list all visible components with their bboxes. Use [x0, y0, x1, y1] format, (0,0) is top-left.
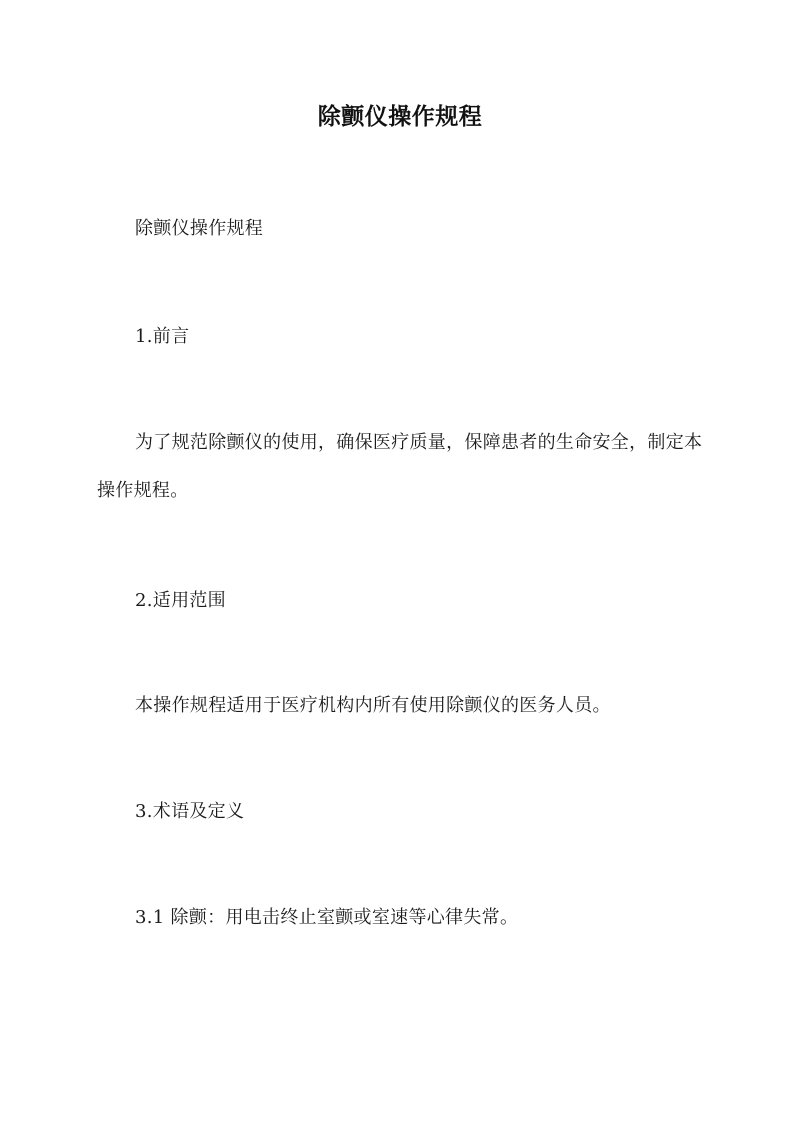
paragraph-subtitle: 除颤仪操作规程 — [135, 218, 264, 239]
document-title: 除颤仪操作规程 — [317, 103, 483, 130]
section-heading-scope: 2.适用范围 — [135, 590, 226, 611]
section-heading-terms: 3.术语及定义 — [135, 801, 245, 822]
section-heading-preface: 1.前言 — [135, 326, 190, 347]
paragraph-scope-body: 本操作规程适用于医疗机构内所有使用除颤仪的医务人员。 — [135, 695, 611, 716]
paragraph-preface-body: 为了规范除颤仪的使用，确保医疗质量，保障患者的生命安全，制定本操作规程。 — [97, 432, 703, 501]
paragraph-definition-3-1: 3.1 除颤：用电击终止室颤或室速等心律失常。 — [135, 907, 519, 928]
